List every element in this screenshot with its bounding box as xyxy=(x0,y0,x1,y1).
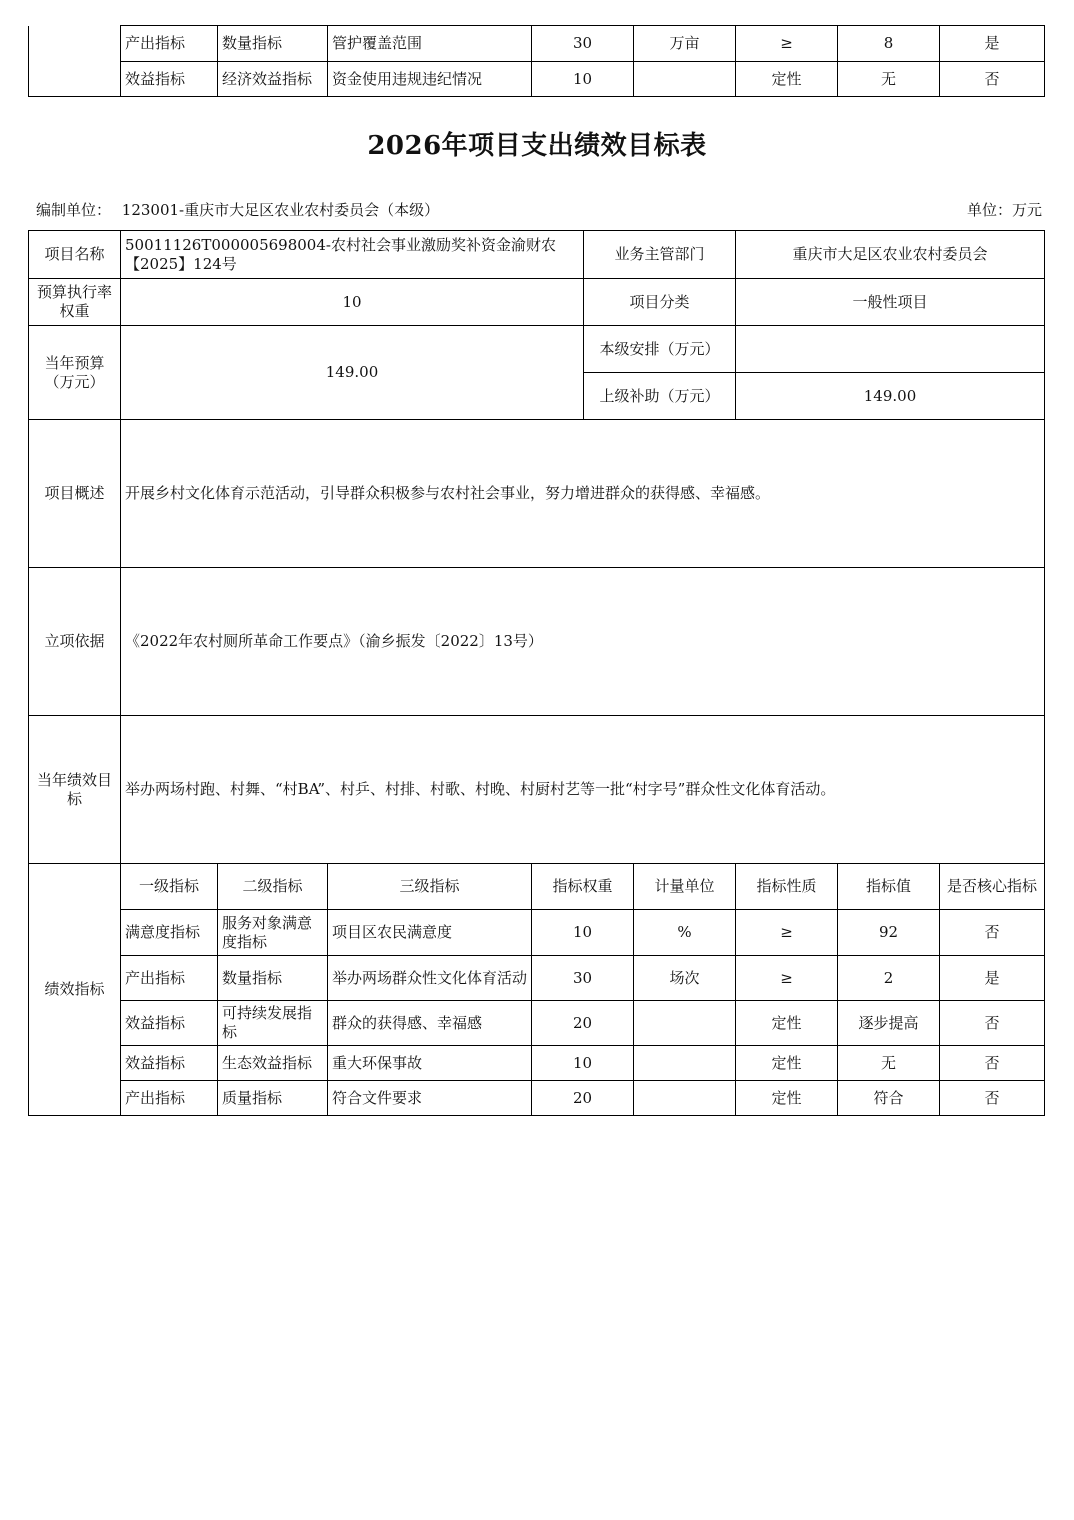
upper-value: 149.00 xyxy=(736,373,1045,420)
table-row xyxy=(29,420,1045,568)
level1-cell: 效益指标 xyxy=(121,62,218,97)
local-label: 本级安排（万元） xyxy=(584,326,736,373)
nature-cell: ≥ xyxy=(736,26,838,62)
value-cell: 8 xyxy=(838,26,940,62)
unit-cell xyxy=(634,1001,736,1046)
table-row xyxy=(29,956,1045,1001)
table-row xyxy=(29,279,1045,326)
header-cell: 一级指标 xyxy=(121,864,218,910)
weight-cell: 10 xyxy=(532,1046,634,1081)
core-cell: 否 xyxy=(940,1046,1045,1081)
nature-cell: 定性 xyxy=(736,1001,838,1046)
nature-cell: 定性 xyxy=(736,1081,838,1116)
budget-value: 149.00 xyxy=(121,326,584,420)
unit-cell: % xyxy=(634,910,736,956)
weight-cell: 10 xyxy=(532,910,634,956)
weight-cell: 20 xyxy=(532,1001,634,1046)
value-cell: 无 xyxy=(838,1046,940,1081)
table-row xyxy=(29,716,1045,864)
basis-value: 《2022年农村厕所革命工作要点》（渝乡振发〔2022〕13号） xyxy=(121,568,1045,716)
level3-cell: 符合文件要求 xyxy=(328,1081,532,1116)
project-name-value: 50011126T000005698004-农村社会事业激励奖补资金渝财农【2025】124号 xyxy=(121,231,584,279)
level2-cell: 质量指标 xyxy=(218,1081,328,1116)
level1-cell: 满意度指标 xyxy=(121,910,218,956)
local-value xyxy=(736,326,1045,373)
weight-value: 10 xyxy=(121,279,584,326)
level3-cell: 资金使用违规违纪情况 xyxy=(328,62,532,97)
value-cell: 92 xyxy=(838,910,940,956)
header-cell: 是否核心指标 xyxy=(940,864,1045,910)
table-row xyxy=(29,326,1045,373)
level3-cell: 群众的获得感、幸福感 xyxy=(328,1001,532,1046)
nature-cell: 定性 xyxy=(736,62,838,97)
goal-value: 举办两场村跑、村舞、“村BA”、村乒、村排、村歌、村晚、村厨村艺等一批“村字号”群众性文化体育活动。 xyxy=(121,716,1045,864)
page-title: 2026年项目支出绩效目标表 xyxy=(367,131,707,161)
level1-cell: 产出指标 xyxy=(121,26,218,62)
table-row xyxy=(29,568,1045,716)
core-cell: 否 xyxy=(940,910,1045,956)
level2-cell: 生态效益指标 xyxy=(218,1046,328,1081)
indicator-section-label: 绩效指标 xyxy=(29,864,121,1116)
nature-cell: 定性 xyxy=(736,1046,838,1081)
performance-target-table xyxy=(28,230,1045,1116)
table-row xyxy=(29,231,1045,279)
nature-cell: ≥ xyxy=(736,956,838,1001)
table-row xyxy=(29,910,1045,956)
value-cell: 逐步提高 xyxy=(838,1001,940,1046)
level2-cell: 数量指标 xyxy=(218,26,328,62)
level2-cell: 可持续发展指标 xyxy=(218,1001,328,1046)
category-value: 一般性项目 xyxy=(736,279,1045,326)
table-row xyxy=(29,26,1045,62)
value-cell: 无 xyxy=(838,62,940,97)
value-cell: 2 xyxy=(838,956,940,1001)
level3-cell: 重大环保事故 xyxy=(328,1046,532,1081)
header-cell: 二级指标 xyxy=(218,864,328,910)
level2-cell: 服务对象满意度指标 xyxy=(218,910,328,956)
unit-cell xyxy=(634,1081,736,1116)
level3-cell: 管护覆盖范围 xyxy=(328,26,532,62)
core-cell: 是 xyxy=(940,956,1045,1001)
basis-label: 立项依据 xyxy=(29,568,121,716)
table-row xyxy=(29,62,1045,97)
dept-value: 重庆市大足区农业农村委员会 xyxy=(736,231,1045,279)
header-cell: 指标值 xyxy=(838,864,940,910)
blank-cell xyxy=(29,26,121,97)
weight-cell: 30 xyxy=(532,26,634,62)
level3-cell: 举办两场群众性文化体育活动 xyxy=(328,956,532,1001)
header-cell: 指标性质 xyxy=(736,864,838,910)
level1-cell: 效益指标 xyxy=(121,1046,218,1081)
unit-cell xyxy=(634,62,736,97)
overview-value: 开展乡村文化体育示范活动，引导群众积极参与农村社会事业，努力增进群众的获得感、幸福感。 xyxy=(121,420,1045,568)
table-row xyxy=(29,1046,1045,1081)
compiling-unit-value: 123001-重庆市大足区农业农村委员会（本级） xyxy=(121,201,440,219)
header-cell: 计量单位 xyxy=(634,864,736,910)
weight-label: 预算执行率权重 xyxy=(29,279,121,326)
money-unit: 单位：万元 xyxy=(966,201,1042,219)
table-row xyxy=(29,864,1045,910)
weight-cell: 20 xyxy=(532,1081,634,1116)
previous-indicator-table xyxy=(28,25,1045,97)
budget-label: 当年预算（万元） xyxy=(29,326,121,420)
table-row xyxy=(29,1001,1045,1046)
weight-cell: 30 xyxy=(532,956,634,1001)
header-cell: 指标权重 xyxy=(532,864,634,910)
core-cell: 否 xyxy=(940,1001,1045,1046)
table-row xyxy=(29,1081,1045,1116)
header-cell: 三级指标 xyxy=(328,864,532,910)
core-cell: 是 xyxy=(940,26,1045,62)
unit-cell: 万亩 xyxy=(634,26,736,62)
compiling-unit xyxy=(36,199,439,220)
compiling-unit-label: 编制单位： xyxy=(36,201,112,219)
level1-cell: 产出指标 xyxy=(121,1081,218,1116)
core-cell: 否 xyxy=(940,62,1045,97)
project-name-label: 项目名称 xyxy=(29,231,121,279)
unit-cell: 场次 xyxy=(634,956,736,1001)
category-label: 项目分类 xyxy=(584,279,736,326)
upper-label: 上级补助（万元） xyxy=(584,373,736,420)
core-cell: 否 xyxy=(940,1081,1045,1116)
unit-cell xyxy=(634,1046,736,1081)
level2-cell: 经济效益指标 xyxy=(218,62,328,97)
level1-cell: 效益指标 xyxy=(121,1001,218,1046)
level1-cell: 产出指标 xyxy=(121,956,218,1001)
goal-label: 当年绩效目标 xyxy=(29,716,121,864)
value-cell: 符合 xyxy=(838,1081,940,1116)
level2-cell: 数量指标 xyxy=(218,956,328,1001)
weight-cell: 10 xyxy=(532,62,634,97)
level3-cell: 项目区农民满意度 xyxy=(328,910,532,956)
nature-cell: ≥ xyxy=(736,910,838,956)
dept-label: 业务主管部门 xyxy=(584,231,736,279)
overview-label: 项目概述 xyxy=(29,420,121,568)
